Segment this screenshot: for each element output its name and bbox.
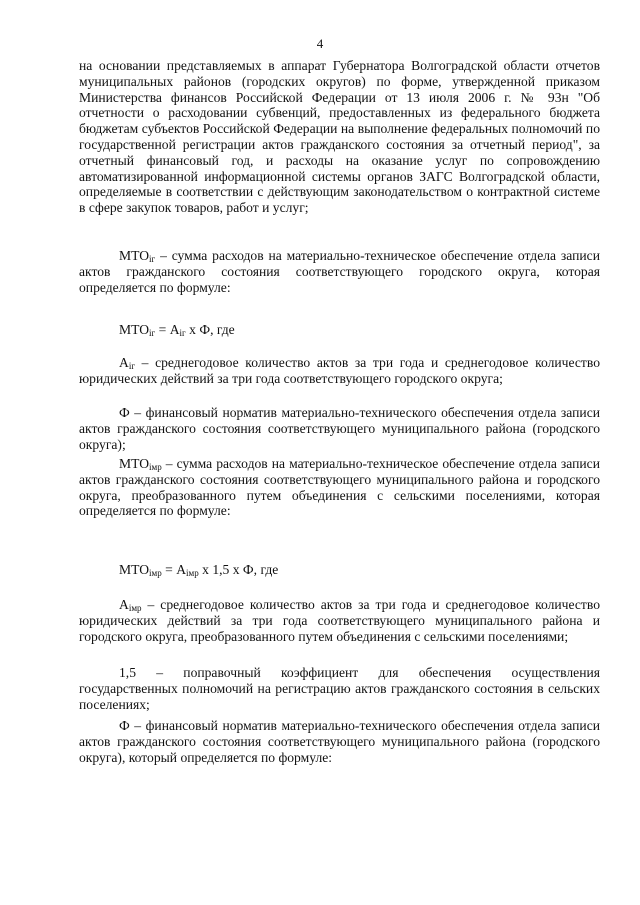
paragraph-mto-imr-definition: $МТО_{iмр}$ – сумма расходов на материально-техническое обеспечение отдела записи актов гражданского состояния соответствующего муниципального района и городского округа, преобразованного путем объединения с сельскими поселениями, которая определяется по формуле:: [79, 456, 600, 519]
paragraph-mto-ig-definition: $МТО_{iг}$ – сумма расходов на материально-техническое обеспечение отдела записи актов гражданского состояния соответствующего городского округа, которая определяется по формуле:: [79, 248, 600, 295]
formula-mto-imr: $МТО_{iмр} = А_{iмр}$ х 1,5 х Ф, где: [119, 562, 279, 578]
paragraph-f-definition: Ф – финансовый норматив материально-технического обеспечения отдела записи актов гражданского состояния соответствующего муниципального района (городского округа);: [79, 405, 600, 452]
paragraph-a-imr-definition: $А_{iмр}$ – среднегодовое количество актов за три года и среднегодовое количество юридических действий за три года соответствующего муниципального района и городского округа, преобразованного путем объединения с сельскими поселениями;: [79, 597, 600, 644]
paragraph-coefficient-definition: 1,5 – поправочный коэффициент для обеспечения осуществления государственных полномочий на регистрацию актов гражданского состояния в сельских поселениях;: [79, 665, 600, 712]
page-number: 4: [316, 36, 324, 51]
paragraph-report-basis: на основании представляемых в аппарат Губернатора Волгоградской области отчетов муниципальных районов (городских округов) по форме, утвержденной приказом Министерства финансов Российской Федерации от 13 июля 2006 г. № 93н "Об отчетности о расходовании субвенций, предоставленных из федерального бюджета бюджетам субъектов Российской Федерации на выполнение федеральных полномочий по государственной регистрации актов гражданского состояния за отчетный период", за отчетный финансовый год, и расходы на оказание услуг по сопровождению автоматизированной информационной системы органов ЗАГС Волгоградской области, определяемые в соответствии с действующим законодательством о контрактной системе в сфере закупок товаров, работ и услуг;: [79, 58, 600, 216]
paragraph-f-norm-definition: Ф – финансовый норматив материально-технического обеспечения отдела записи актов гражданского состояния соответствующего муниципального района (городского округа), который определяется по формуле:: [79, 718, 600, 765]
paragraph-a-ig-definition: $А_{iг}$ – среднегодовое количество актов за три года и среднегодовое количество юридических действий за три года соответствующего городского округа;: [79, 355, 600, 386]
formula-mto-ig: $МТО_{iг} = А_{iг}$ х Ф, где: [119, 322, 235, 338]
